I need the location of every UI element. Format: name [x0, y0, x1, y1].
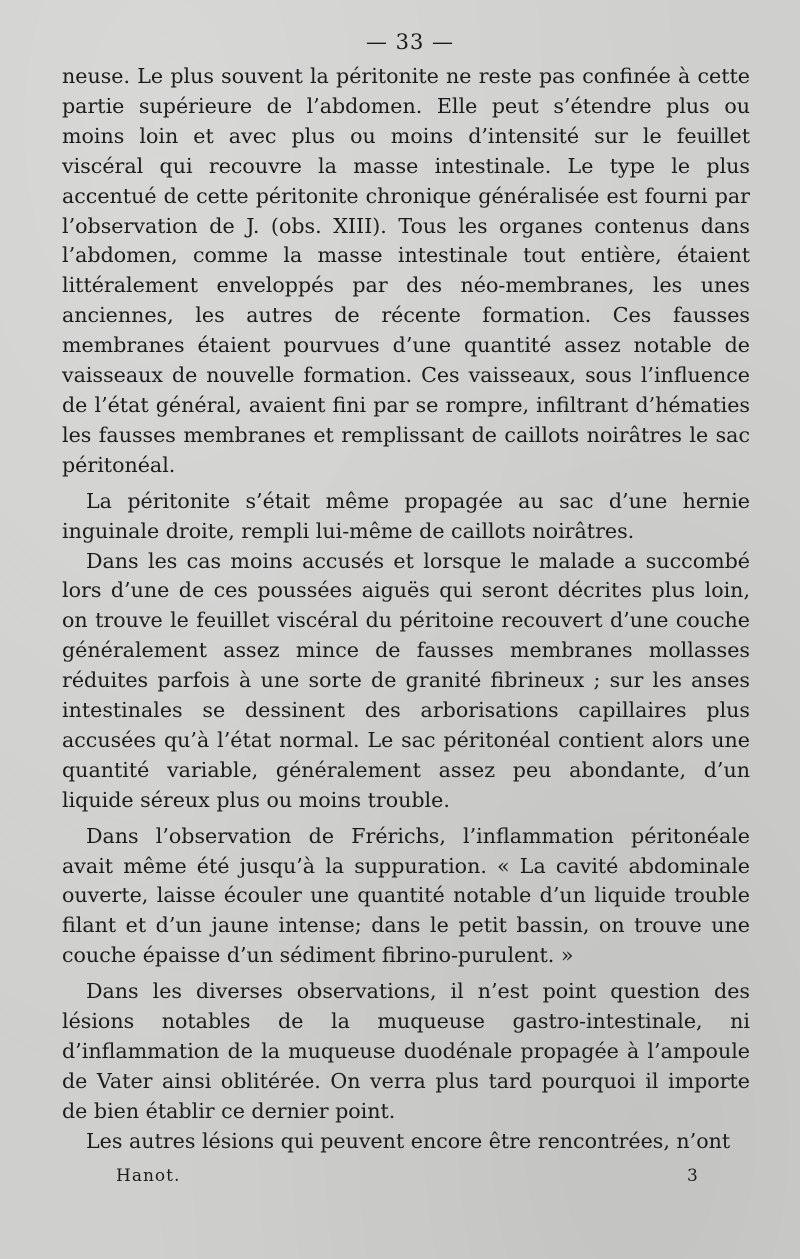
- signature-mark: Hanot.: [116, 1166, 181, 1186]
- paragraph-other-lesions: Les autres lésions qui peuvent encore être rencontrées, n’ont: [86, 1128, 731, 1153]
- sheet-number: 3: [687, 1166, 698, 1186]
- paragraph-observations: Dans les diverses observations, il n’est point question des lésions notables de la muqueuse gastro-intestinale, ni d’inflammation de la muqueuse duodénale propagée à l’ampoule de Vater ainsi oblitérée. On verra plus tard pourquoi il importe de bien établir ce dernier point.: [62, 979, 750, 1123]
- paragraph-less-severe-cases: Dans les cas moins accusés et lorsque le malade a succombé lors d’une de ces poussées aiguës qui seront décrites plus loin, on trouve le feuillet viscéral du péritoine recouvert d’une couche généralement assez mince de fausses membranes mollasses réduites parfois à une sorte de granité fibrineux ; sur les anses intestinales se dessinent des arborisations capillaires plus accusées qu’à l’état normal. Le sac péritonéal contient alors une quantité variable, généralement assez peu abondante, d’un liquide séreux plus ou moins trouble.: [62, 548, 750, 812]
- body-text: [62, 62, 750, 1157]
- paragraph-continued: neuse. Le plus souvent la péritonite ne reste pas confinée à cette partie supérieure de l’abdomen. Elle peut s’étendre plus ou moins loin et avec plus ou moins d’intensité sur le feuillet viscéral qui recouvre la masse intestinale. Le type le plus accentué de cette péritonite chronique généralisée est fourni par l’observation de J. (obs. XIII). Tous les organes contenus dans l’abdomen, comme la masse intestinale tout entière, étaient littéralement enveloppés par des néo-membranes, les unes anciennes, les autres de récente formation. Ces fausses membranes étaient pourvues d’une quantité assez notable de vaisseaux de nouvelle formation. Ces vaisseaux, sous l’influence de l’état général, avaient fini par se rompre, infiltrant d’hématies les fausses membranes et remplissant de caillots noirâtres le sac péritonéal.: [62, 64, 750, 477]
- page-number: — 33 —: [365, 30, 455, 54]
- paragraph-hernia: La péritonite s’était même propagée au sac d’une hernie inguinale droite, rempli lui-même de caillots noirâtres.: [62, 488, 750, 543]
- paragraph-frerichs: Dans l’observation de Frérichs, l’inflammation péritonéale avait même été jusqu’à la suppuration. « La cavité abdominale ouverte, laisse écouler une quantité notable d’un liquide trouble filant et d’un jaune intense; dans le petit bassin, on trouve une couche épaisse d’un sédiment fibrino-purulent. »: [62, 823, 750, 968]
- page-footer: [0, 1166, 800, 1196]
